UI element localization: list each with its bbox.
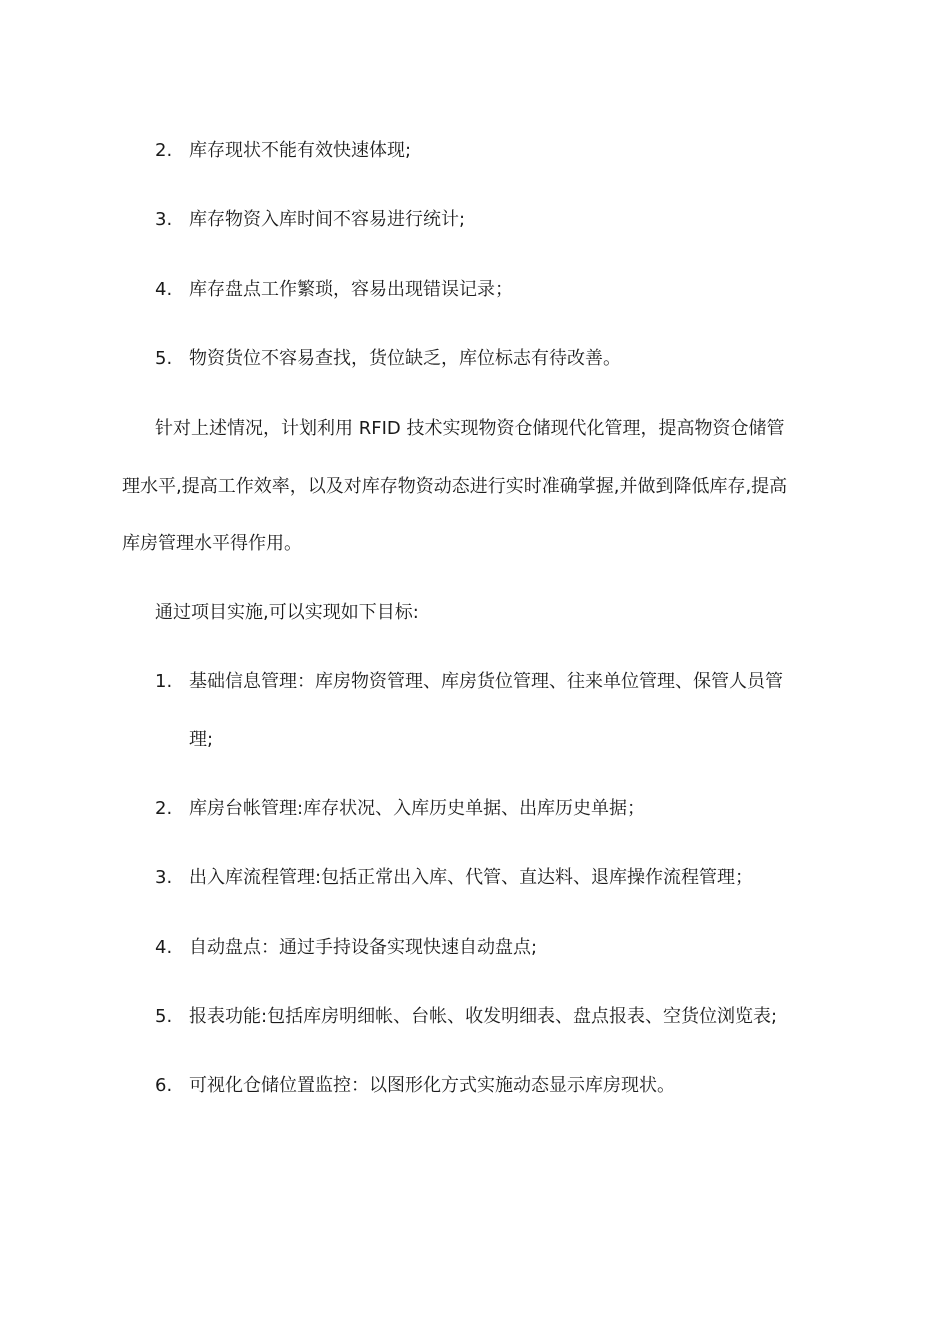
- list-text: 库存盘点工作繁琐，容易出现错误记录；: [189, 279, 513, 300]
- list-number: 3.: [155, 209, 173, 230]
- list-number: 6.: [155, 1075, 173, 1096]
- paragraph-line: 针对上述情况，计划利用 RFID 技术实现物资仓储现代化管理，提高物资仓储管: [155, 418, 785, 439]
- list-text: 自动盘点：通过手持设备实现快速自动盘点;: [189, 937, 538, 958]
- list-text: 可视化仓储位置监控：以图形化方式实施动态显示库房现状。: [189, 1075, 675, 1096]
- list-text-continuation: 理;: [189, 729, 214, 750]
- list-text: 库存现状不能有效快速体现;: [189, 140, 412, 161]
- list-text: 库房台帐管理:库存状况、入库历史单据、出库历史单据；: [189, 798, 646, 819]
- list-text: 基础信息管理：库房物资管理、库房货位管理、往来单位管理、保管人员管: [189, 671, 783, 692]
- list-number: 2.: [155, 140, 173, 161]
- list-text: 库存物资入库时间不容易进行统计;: [189, 209, 466, 230]
- paragraph-line: 库房管理水平得作用。: [122, 533, 302, 554]
- paragraph-line: 理水平,提高工作效率，以及对库存物资动态进行实时准确掌握,并做到降低库存,提高: [122, 476, 788, 497]
- list-number: 4.: [155, 279, 173, 300]
- list-text: 出入库流程管理:包括正常出入库、代管、直达料、退库操作流程管理；: [189, 867, 754, 888]
- list-number: 4.: [155, 937, 173, 958]
- intro-text: 通过项目实施,可以实现如下目标:: [155, 602, 419, 623]
- list-number: 2.: [155, 798, 173, 819]
- list-text: 报表功能:包括库房明细帐、台帐、收发明细表、盘点报表、空货位浏览表;: [189, 1006, 778, 1027]
- list-number: 1.: [155, 671, 173, 692]
- list-number: 3.: [155, 867, 173, 888]
- list-text: 物资货位不容易查找，货位缺乏，库位标志有待改善。: [189, 348, 621, 369]
- list-number: 5.: [155, 348, 173, 369]
- list-number: 5.: [155, 1006, 173, 1027]
